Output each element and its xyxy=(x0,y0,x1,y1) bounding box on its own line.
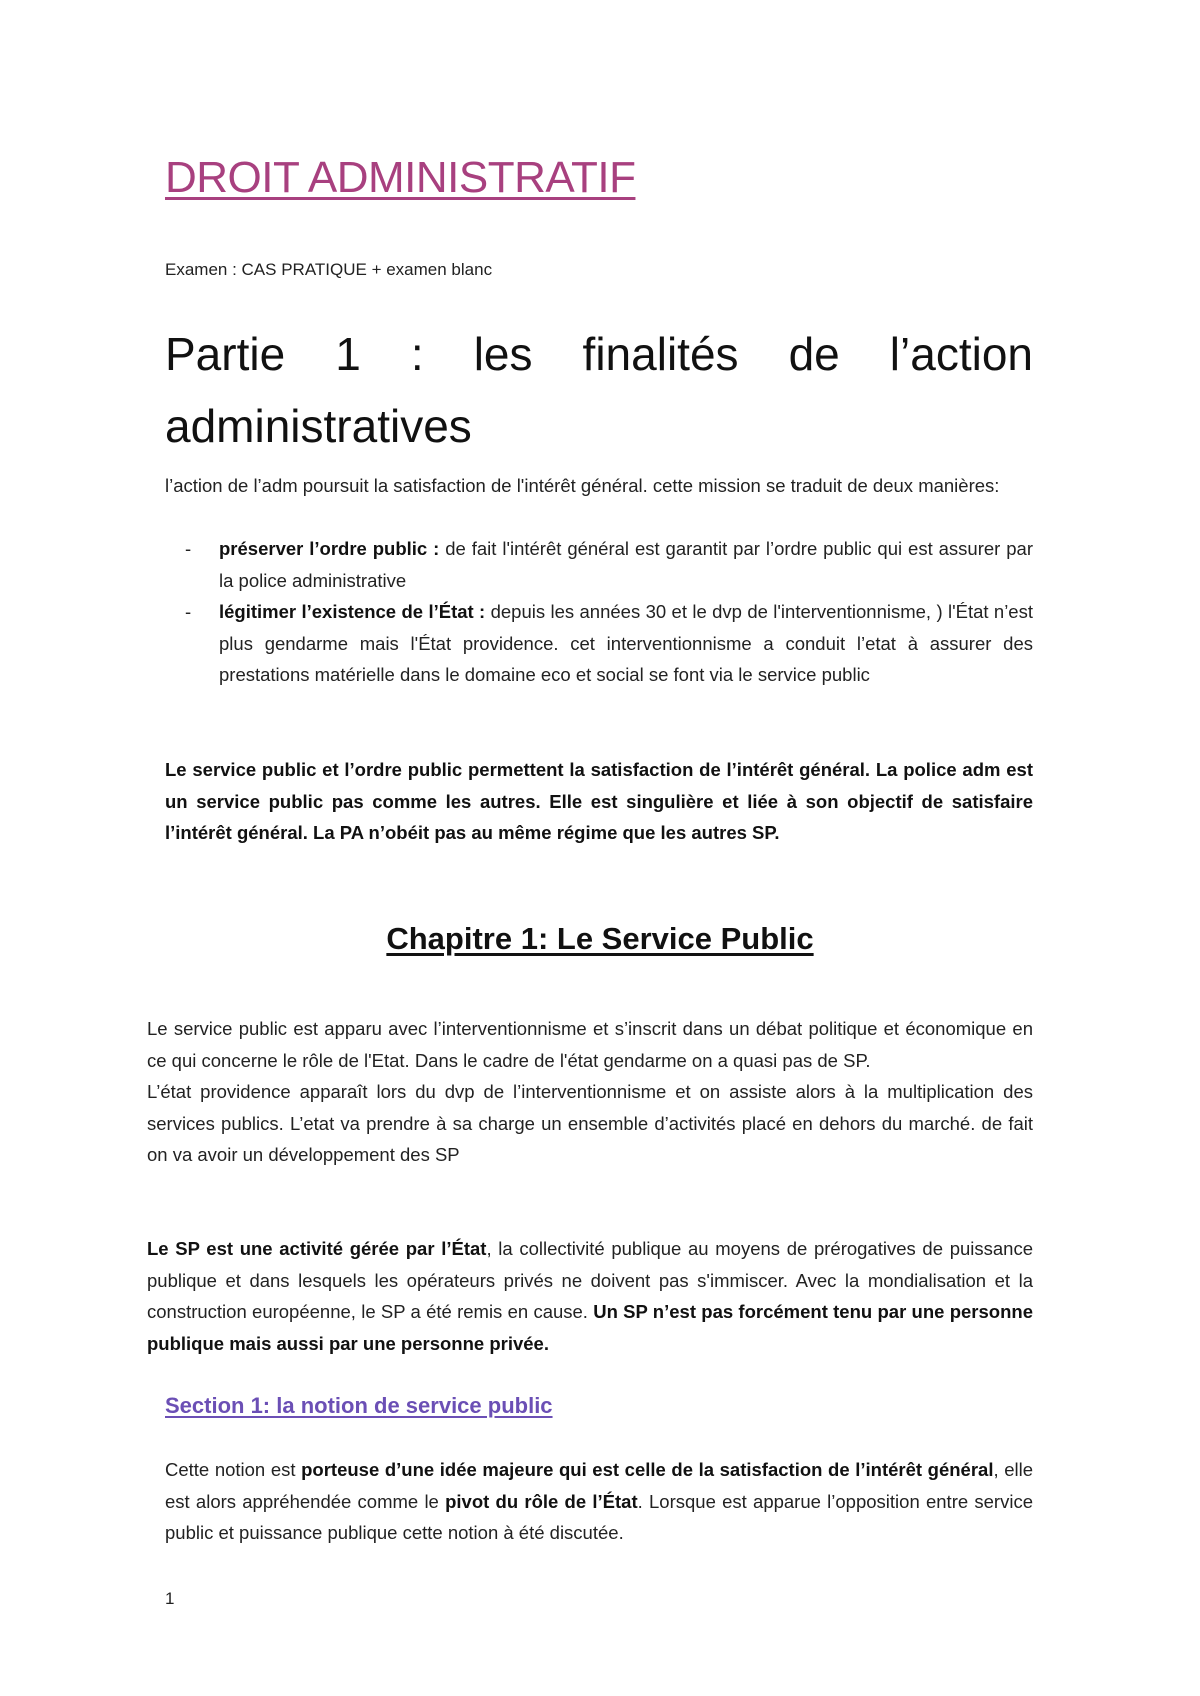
page-number: 1 xyxy=(165,1589,175,1608)
summary-paragraph: Le service public et l’ordre public permettent la satisfaction de l’intérêt général. La police adm est un service public pas comme les autres. Elle est singulière et liée à son objectif de satisfaire l’intérêt général. La PA n’obéit pas au même régime que les autres SP. xyxy=(165,759,1033,843)
chapter-paragraph-1b: L’état providence apparaît lors du dvp de l’interventionnisme et on assiste alors à la multiplication des services publics. L’etat va prendre à sa charge un ensemble d’activités placé en dehors du marché. de fait on va avoir un développement des SP xyxy=(147,1081,1033,1165)
bullet-bold-label: légitimer l’existence de l’État : xyxy=(219,601,486,622)
chapter-paragraph-1a: Le service public est apparu avec l’interventionnisme et s’inscrit dans un débat politique et économique en ce qui concerne le rôle de l'Etat. Dans le cadre de l'état gendarme on a quasi pas de SP. xyxy=(147,1018,1033,1071)
intro-paragraph: l’action de l’adm poursuit la satisfaction de l'intérêt général. cette mission se traduit de deux manières: xyxy=(165,475,1000,496)
bullet-bold-label: préserver l’ordre public : xyxy=(219,538,440,559)
list-item xyxy=(165,596,1033,691)
chapter-p2-text: , la collectivité publique au moyens de prérogatives de puissance publique et dans lesquels les opérateurs privés ne doivent pas s'immiscer. Avec la mondialisation et la construction européenne, le SP a été remis en cause. xyxy=(147,1238,1033,1322)
list-item xyxy=(165,533,1033,596)
exam-line: Examen : CAS PRATIQUE + examen blanc xyxy=(165,260,493,279)
section-paragraph xyxy=(165,1454,1033,1549)
section-p-text-3: . Lorsque est apparue l’opposition entre service public et puissance publique cette notion à été discutée. xyxy=(165,1490,1033,1543)
section-p-bold-2: pivot du rôle de l’État xyxy=(445,1490,638,1512)
bullet-text: de fait l'intérêt général est garantit par l’ordre public qui est assurer par la police administrative xyxy=(219,538,1033,591)
chapter-paragraph-2 xyxy=(147,1233,1033,1359)
section-p-bold-1: porteuse d’une idée majeure qui est celle de la satisfaction de l’intérêt général xyxy=(301,1459,994,1480)
bullet-text: depuis les années 30 et le dvp de l'interventionnisme, ) l'État n’est plus gendarme mais l'État providence. cet interventionnisme a conduit l’etat à assurer des prestations matérielle dans le domaine eco et social se font via le service public xyxy=(219,601,1033,685)
bullet-dash: - xyxy=(185,538,192,559)
chapter-p2-bold-1: Le SP est une activité gérée par l’État xyxy=(147,1238,487,1259)
part-heading: Partie 1 : les finalités de l’action administratives xyxy=(165,328,1033,452)
section-p-text-2: , elle est alors appréhendée comme le xyxy=(165,1459,1034,1512)
bullet-list xyxy=(165,533,1033,691)
document-title: DROIT ADMINISTRATIF xyxy=(165,153,636,202)
bullet-dash: - xyxy=(185,601,192,622)
chapter-paragraph-1 xyxy=(147,1013,1033,1171)
chapter-heading: Chapitre 1: Le Service Public xyxy=(386,921,814,956)
section-p-text-1: Cette notion est xyxy=(165,1459,302,1480)
chapter-p2-bold-2: Un SP n’est pas forcément tenu par une personne publique mais aussi par une personne privée. xyxy=(147,1301,1033,1354)
section-heading: Section 1: la notion de service public xyxy=(165,1393,553,1418)
